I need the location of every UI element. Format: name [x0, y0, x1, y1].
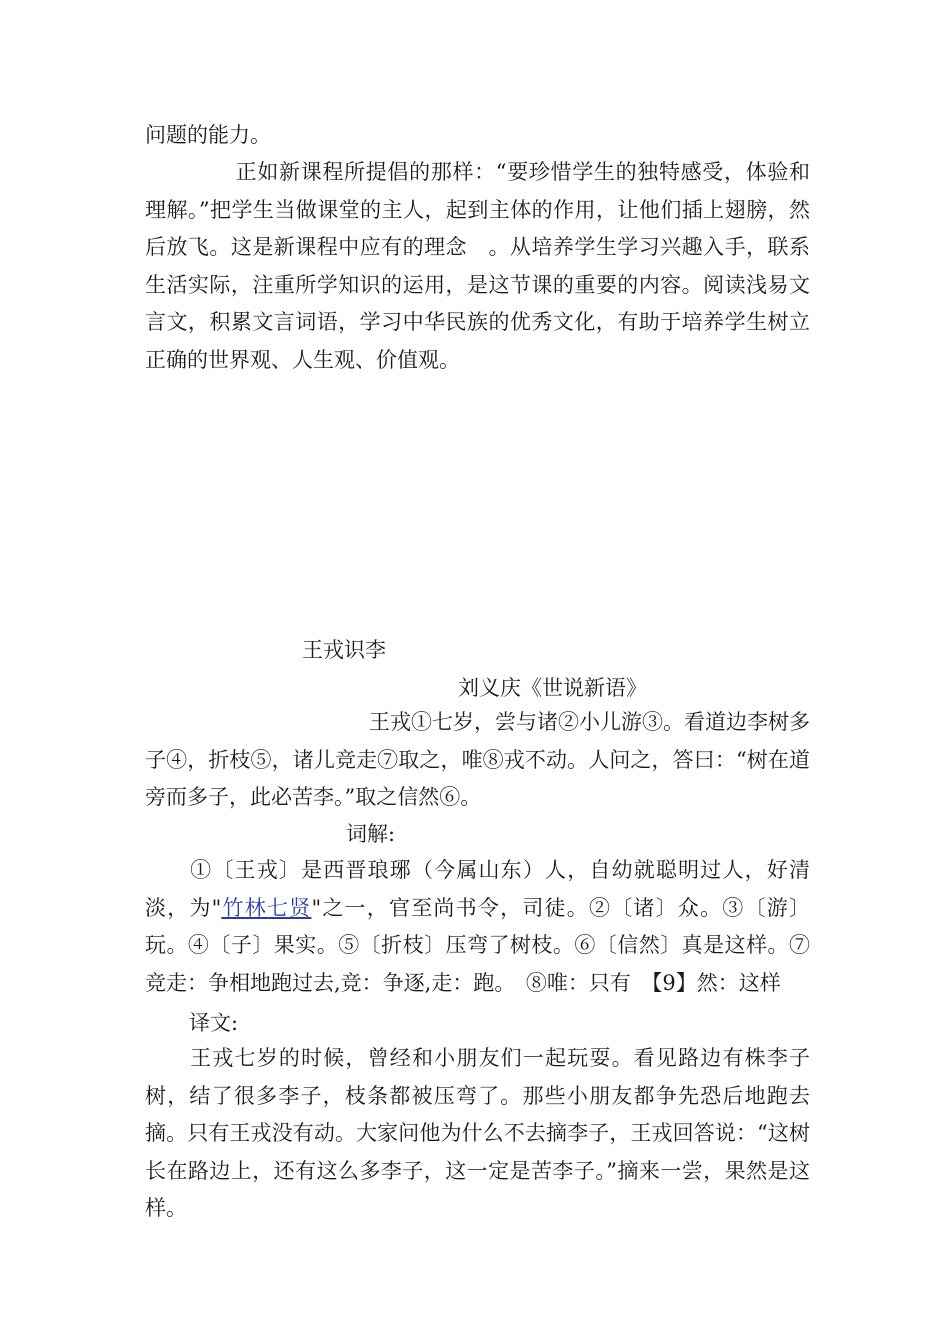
glossary-heading: 词解:: [346, 822, 396, 846]
translation-heading: 译文:: [189, 1011, 239, 1035]
intro-paragraph: [145, 154, 810, 380]
story-text-body: 王戎①七岁，尝与诸②小儿游③。看道边李树多子④，折枝⑤，诸儿竞走⑦取之，唯⑧戎不动。人问之，答曰：“树在道旁而多子，此必苦李。”取之信然⑥。: [145, 710, 810, 810]
intro-line: 问题的能力。: [145, 123, 271, 147]
translation-text: [145, 1040, 810, 1228]
bamboo-sages-link[interactable]: 竹林七贤: [221, 895, 312, 920]
story-title: 王戎识李: [302, 638, 386, 662]
intro-paragraph-text: 正如新课程所提倡的那样：“要珍惜学生的独特感受，体验和理解。”把学生当做课堂的主人，起到主体的作用，让他们插上翅膀，然后放飞。这是新课程中应有的理念 。从培养学生学习兴趣入手，联系生活实际，注重所学知识的运用，是这节课的重要的内容。阅读浅易文言文，积累文言词语，学习中华民族的优秀文化，有助于培养学生树立正确的世界观、人生观、价值观。: [145, 160, 810, 372]
story-author: 刘义庆《世说新语》: [458, 676, 647, 700]
translation-body: 王戎七岁的时候，曾经和小朋友们一起玩耍。看见路边有株李子树，结了很多李子，枝条都被压弯了。那些小朋友都争先恐后地跑去摘。只有王戎没有动。大家问他为什么不去摘李子，王戎回答说：“这树长在路边上，还有这么多李子，这一定是苦李子。”摘来一尝，果然是这样。: [145, 1046, 810, 1221]
glossary-part1: ①〔王戎〕是西晋琅琊（今属山东）人，自幼就聪明过人，好清淡，为": [145, 858, 810, 920]
glossary-part2: "之一，官至尚书令，司徒。②〔诸〕众。③〔游〕玩。④〔子〕果实。⑤〔折枝〕压弯了树枝。⑥〔信然〕真是这样。⑦竞走：争相地跑过去,竞：争逐,走：跑。 ⑧唯：只有 【9】然：这样: [145, 895, 810, 995]
glossary-text: [145, 852, 810, 1002]
story-text: [145, 704, 810, 817]
